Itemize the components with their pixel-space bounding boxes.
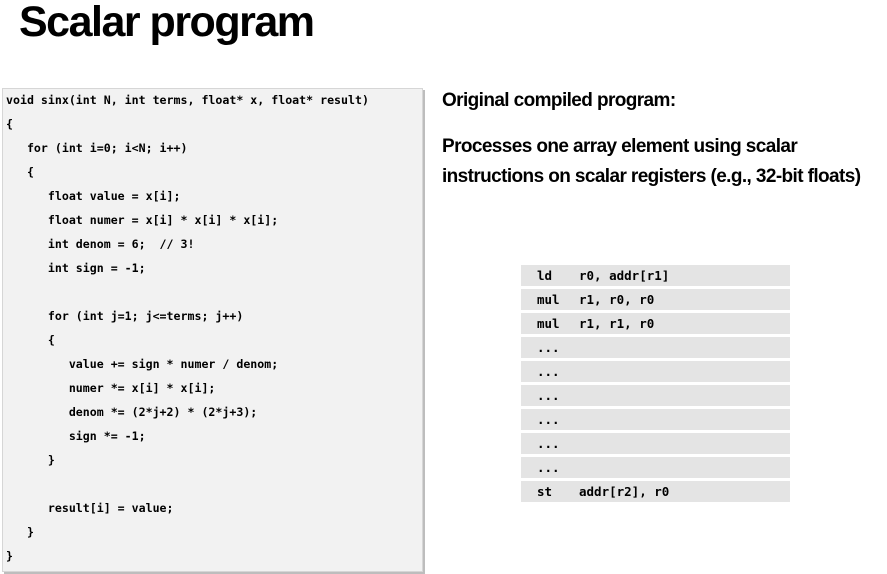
asm-opcode: ... — [537, 460, 560, 475]
description-heading: Original compiled program: — [442, 90, 676, 111]
asm-row — [521, 481, 790, 503]
asm-row — [521, 361, 790, 383]
asm-opcode: st — [537, 484, 553, 499]
asm-opcode: ... — [537, 412, 560, 427]
code-line: { — [6, 165, 34, 179]
asm-operands: r1, r1, r0 — [579, 316, 655, 331]
asm-operands: addr[r2], r0 — [579, 484, 670, 499]
asm-row — [521, 385, 790, 407]
asm-opcode: mul — [537, 292, 560, 307]
code-listing — [2, 88, 423, 572]
code-line: denom *= (2*j+2) * (2*j+3); — [6, 405, 258, 419]
asm-row — [521, 265, 790, 287]
asm-row — [521, 409, 790, 431]
code-line: for (int i=0; i<N; i++) — [6, 141, 188, 155]
asm-row — [521, 433, 790, 455]
code-line: value += sign * numer / denom; — [6, 357, 279, 371]
code-line: float numer = x[i] * x[i] * x[i]; — [6, 213, 279, 227]
code-line: numer *= x[i] * x[i]; — [6, 381, 216, 395]
code-line: void sinx(int N, int terms, float* x, float* result) — [6, 93, 369, 107]
asm-row — [521, 289, 790, 311]
asm-row — [521, 457, 790, 479]
code-line: int sign = -1; — [6, 261, 146, 275]
asm-opcode: ... — [537, 364, 560, 379]
asm-opcode: ld — [537, 268, 553, 283]
description-line: Processes one array element using scalar — [442, 136, 798, 157]
code-line: sign *= -1; — [6, 429, 146, 443]
code-line: for (int j=1; j<=terms; j++) — [6, 309, 244, 323]
asm-operands: r1, r0, r0 — [579, 292, 655, 307]
asm-opcode: ... — [537, 340, 560, 355]
asm-opcode: ... — [537, 388, 560, 403]
description-line: instructions on scalar registers (e.g., 32-bit floats) — [442, 166, 861, 187]
page-title: Scalar program — [19, 0, 314, 46]
asm-opcode: mul — [537, 316, 560, 331]
code-line: { — [6, 117, 13, 131]
code-line: { — [6, 333, 55, 347]
code-line: result[i] = value; — [6, 501, 174, 515]
code-line: } — [6, 453, 55, 467]
code-line: } — [6, 525, 34, 539]
description-text — [442, 132, 860, 192]
code-line: int denom = 6; // 3! — [6, 237, 195, 251]
code-line: float value = x[i]; — [6, 189, 181, 203]
code-line: } — [6, 549, 13, 563]
asm-opcode: ... — [537, 436, 560, 451]
asm-operands: r0, addr[r1] — [579, 268, 670, 283]
asm-row — [521, 337, 790, 359]
asm-row — [521, 313, 790, 335]
